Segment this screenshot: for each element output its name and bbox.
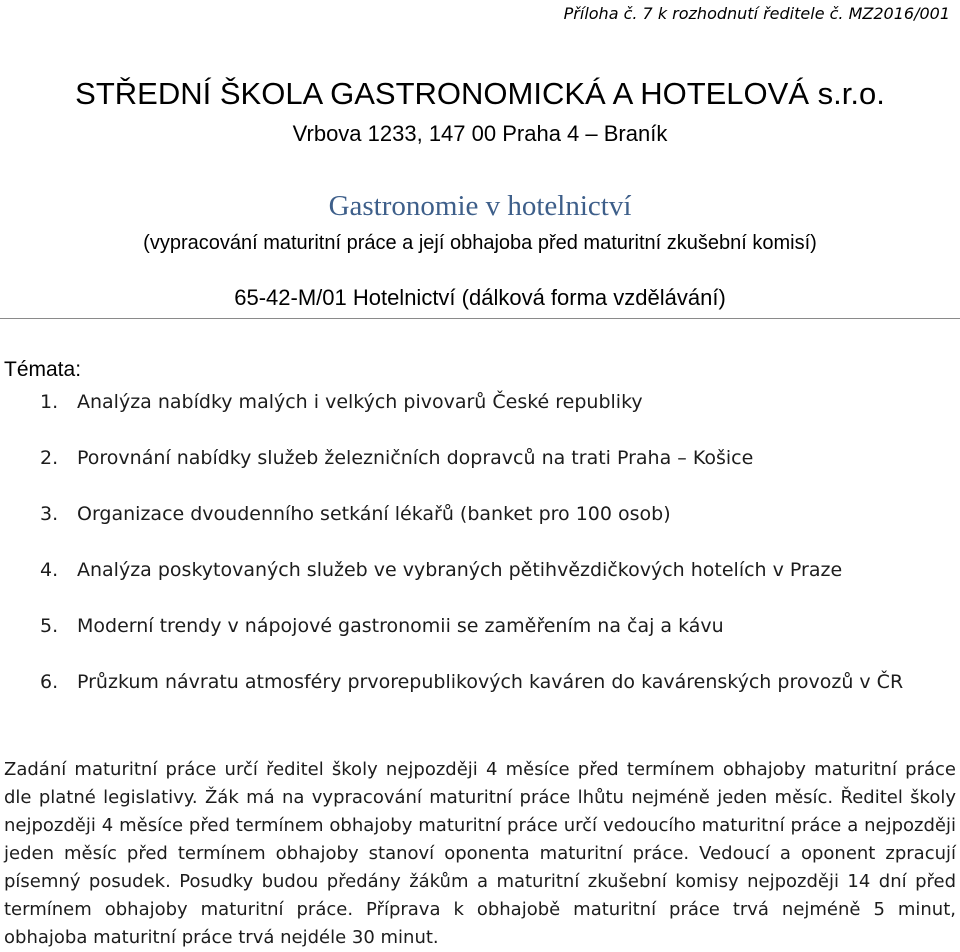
topic-list (40, 388, 903, 724)
document-subtitle: (vypracování maturitní práce a její obhajoba před maturitní zkušební komisí) (143, 232, 817, 254)
rules-paragraph: Zadání maturitní práce určí ředitel školy nejpozději 4 měsíce před termínem obhajoby maturitní práce dle platné legislativy. Žák má na vypracování maturitní práce lhůtu nejméně jeden měsíc. Ředitel školy nejpozději 4 měsíce před termínem obhajoby maturitní práce určí vedoucího maturitní práce a nejpozději jeden měsíc před termínem obhajoby stanoví oponenta maturitní práce. Vedoucí a oponent zpracují písemný posudek. Posudky budou předány žákům a maturitní zkušební komisy nejpozději 14 dní před termínem obhajoby maturitní práce. Příprava k obhajobě maturitní práce trvá nejméně 5 minut, obhajoba maturitní práce trvá nejdéle 30 minut. (4, 759, 956, 948)
topics-heading: Témata: (4, 358, 82, 381)
topic-text: Moderní trendy v nápojové gastronomii se zaměřením na čaj a kávu (77, 615, 724, 637)
topic-text: Průzkum návratu atmosféry prvorepublikových kaváren do kavárenských provozů v ČR (77, 671, 904, 693)
annex-note: Příloha č. 7 k rozhodnutí ředitele č. MZ2016/001 (563, 4, 950, 23)
topic-number: 3. (40, 503, 59, 525)
topic-number: 5. (40, 615, 59, 637)
topic-number: 6. (40, 671, 59, 693)
topic-item (40, 556, 903, 584)
topic-text: Analýza nabídky malých i velkých pivovarů České republiky (77, 391, 643, 413)
topic-number: 2. (40, 447, 59, 469)
topic-item (40, 500, 903, 528)
topic-text: Organizace dvoudenního setkání lékařů (banket pro 100 osob) (77, 503, 671, 525)
topic-item (40, 444, 903, 472)
topic-item (40, 668, 903, 696)
document-title: Gastronomie v hotelnictví (328, 190, 632, 222)
topic-number: 4. (40, 559, 59, 581)
topic-item (40, 612, 903, 640)
topic-text: Analýza poskytovaných služeb ve vybraných pětihvězdičkových hotelích v Praze (77, 559, 843, 581)
topic-item (40, 388, 903, 416)
school-name: STŘEDNÍ ŠKOLA GASTRONOMICKÁ A HOTELOVÁ s.r.o. (75, 76, 885, 111)
horizontal-divider (0, 318, 960, 319)
topic-number: 1. (40, 391, 59, 413)
field-of-study: 65-42-M/01 Hotelnictví (dálková forma vzdělávání) (234, 285, 726, 310)
topic-text: Porovnání nabídky služeb železničních dopravců na trati Praha – Košice (77, 447, 754, 469)
school-address: Vrbova 1233, 147 00 Praha 4 – Braník (292, 121, 668, 146)
